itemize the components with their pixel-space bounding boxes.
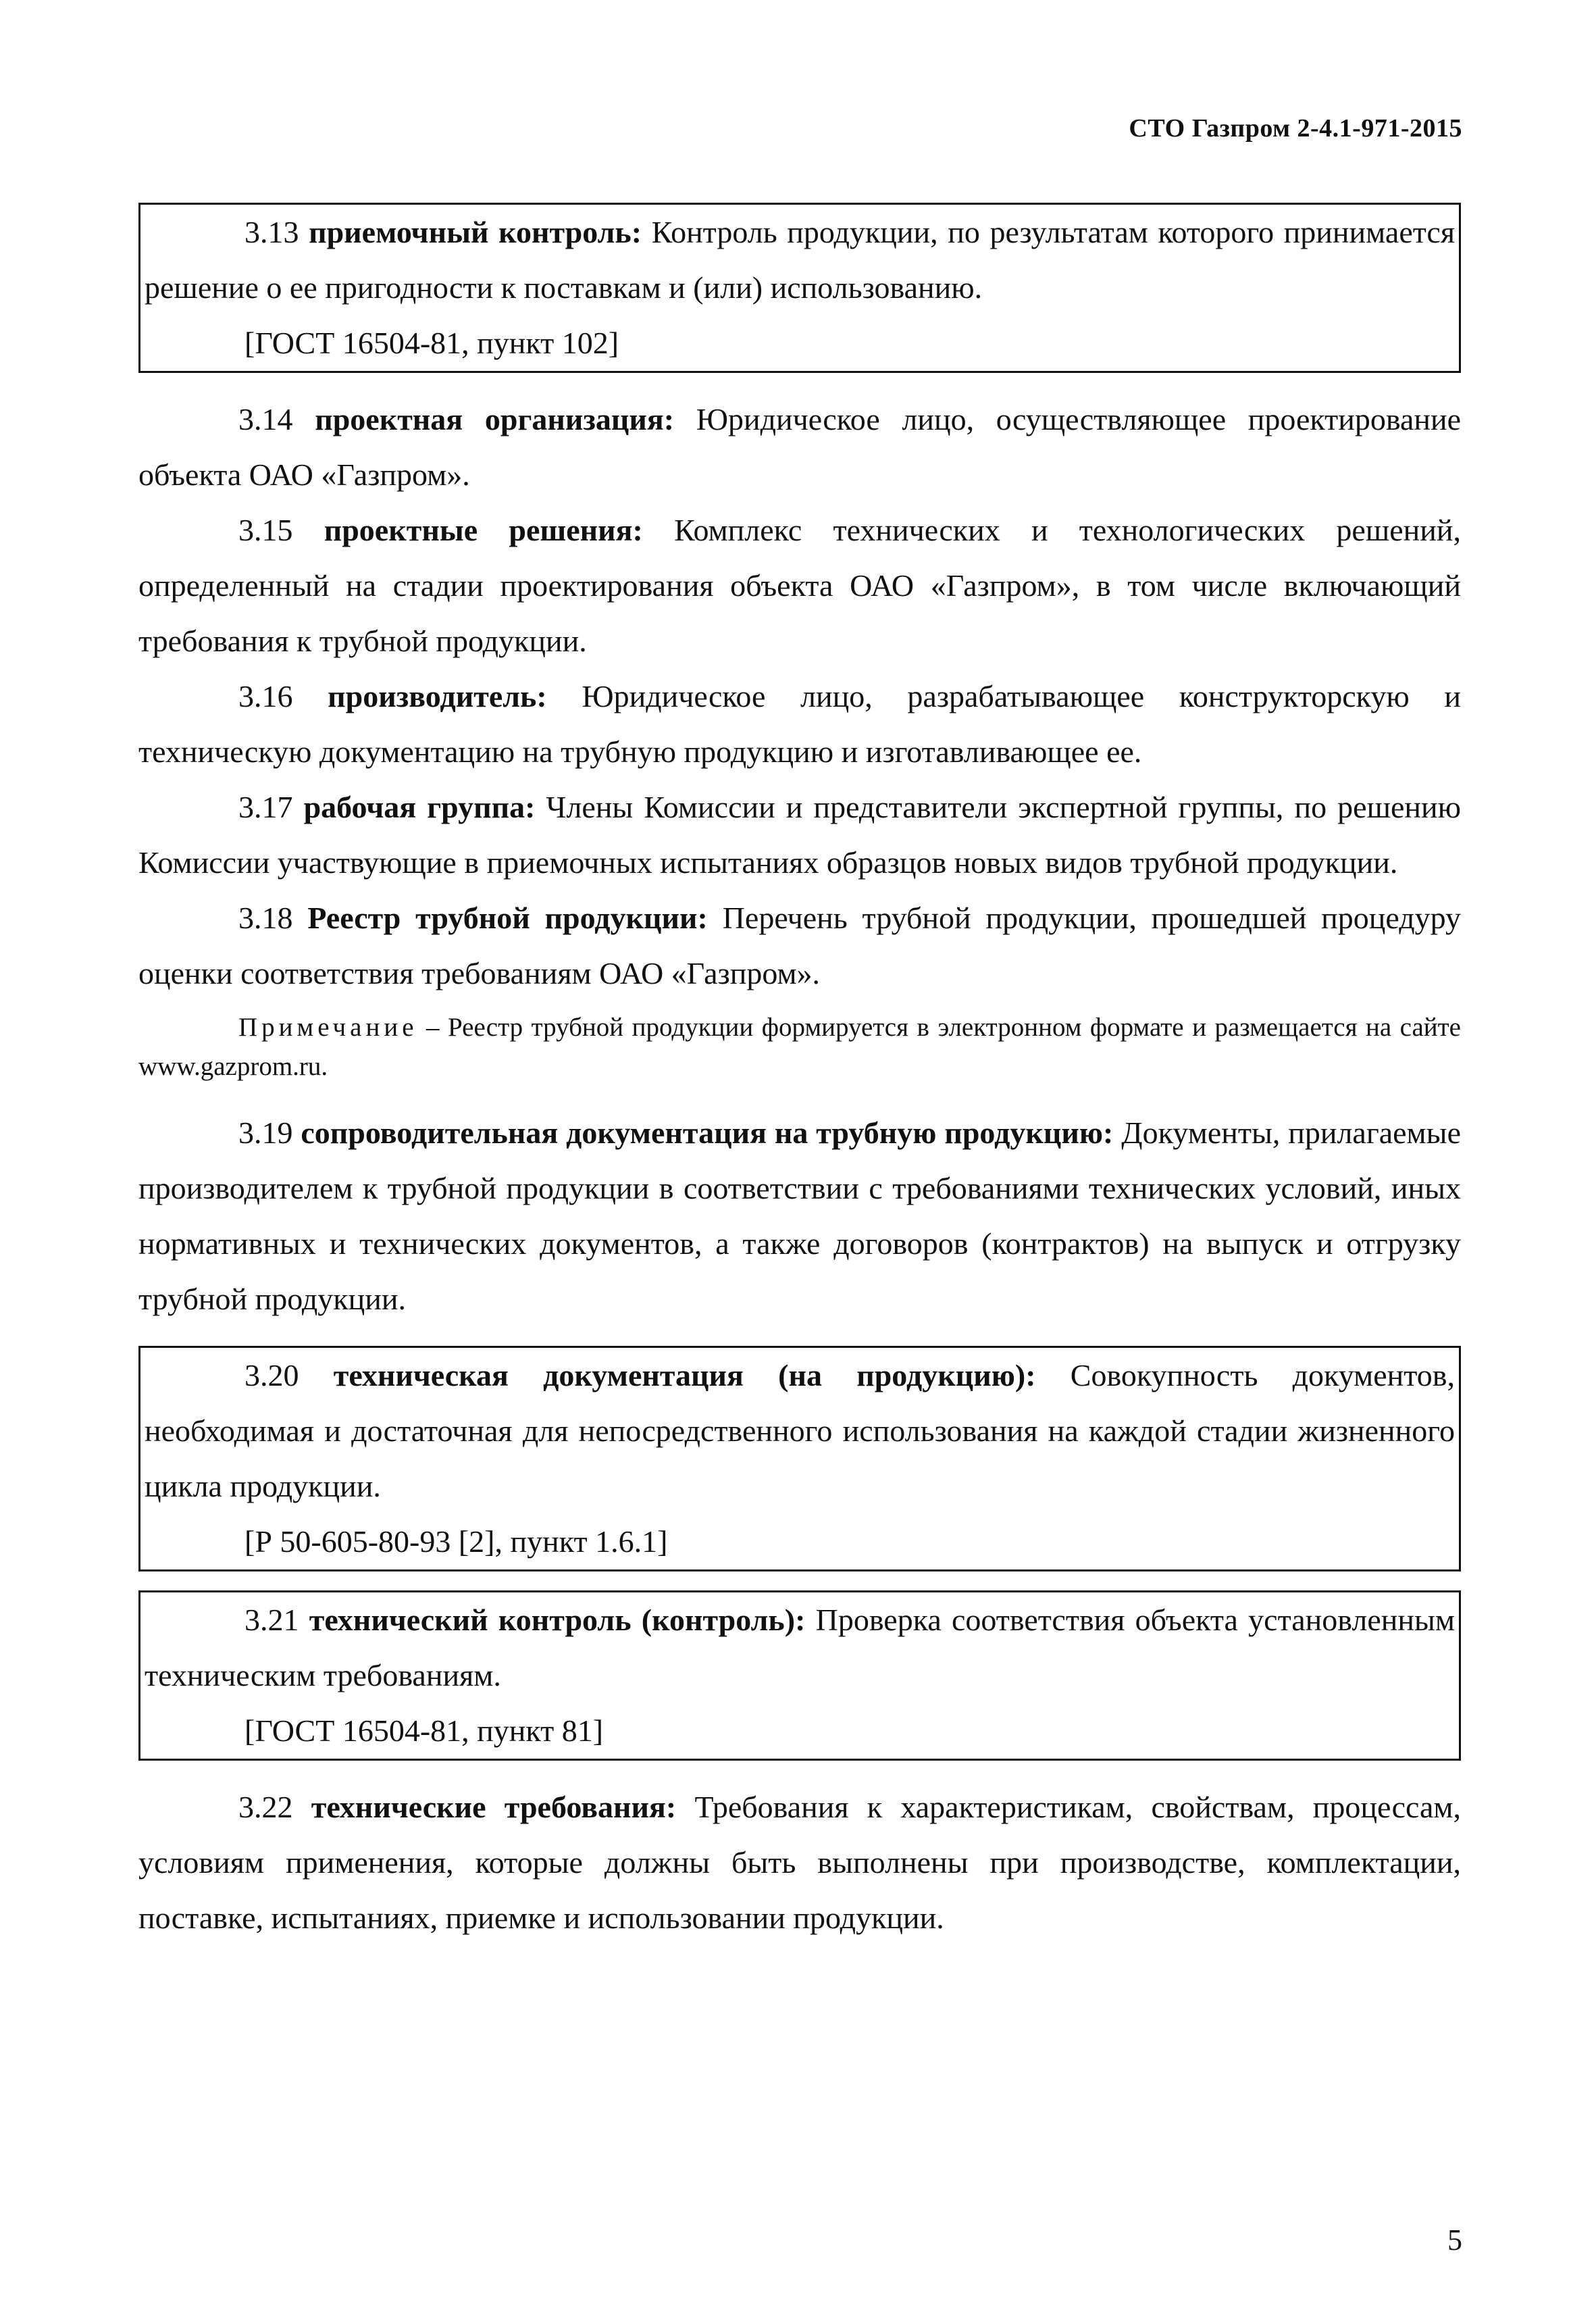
note-3-18 [138, 1008, 1461, 1086]
term-reference: [ГОСТ 16504-81, пункт 81] [244, 1713, 604, 1748]
term-title: производитель: [328, 679, 547, 713]
term-box-3-13 [138, 203, 1461, 373]
term-definition: Требования к характеристикам, свойствам, процессам, условиям применения, которые должны быть выполнены при производстве, комплектации, поставке, испытаниях, приемке и использовании продукции. [138, 1790, 1462, 1935]
term-3-21 [145, 1592, 1455, 1703]
note-label: Примечание [238, 1013, 418, 1042]
term-number: 3.21 [244, 1603, 299, 1637]
term-3-22 [138, 1780, 1461, 1946]
term-reference: [ГОСТ 16504-81, пункт 102] [244, 326, 619, 360]
term-definition: Контроль продукции, по результатам которого принимается решение о ее пригодности к поставкам и (или) использованию. [145, 215, 1455, 305]
term-number: 3.15 [238, 513, 293, 547]
term-title: техническая документация (на продукцию): [333, 1358, 1036, 1392]
term-3-15 [138, 503, 1461, 669]
term-definition: Юридическое лицо, осуществляющее проектирование объекта ОАО «Газпром». [138, 402, 1462, 492]
term-number: 3.13 [244, 215, 299, 249]
term-3-13 [145, 205, 1455, 316]
term-definition: Перечень трубной продукции, прошедшей процедуру оценки соответствия требованиям ОАО «Газпром». [138, 901, 1462, 990]
document-code: СТО Газпром 2-4.1-971-2015 [1129, 114, 1462, 143]
term-title: технический контроль (контроль): [309, 1603, 806, 1637]
term-number: 3.14 [238, 402, 293, 436]
term-3-16 [138, 669, 1461, 780]
term-title: проектные решения: [324, 513, 643, 547]
note-text: – Реестр трубной продукции формируется в электронном формате и размещается на сайте www.gazprom.ru. [138, 1013, 1461, 1081]
term-definition: Документы, прилагаемые производителем к трубной продукции в соответствии с требованиями технических условий, иных нормативных и технических документов, а также договоров (контрактов) на выпуск и отгрузку трубной продукции. [138, 1115, 1461, 1316]
term-title: рабочая группа: [303, 790, 536, 824]
term-number: 3.19 [238, 1115, 293, 1150]
term-title: проектная организация: [315, 402, 675, 436]
term-3-19 [138, 1105, 1461, 1327]
term-3-20 [145, 1348, 1455, 1514]
term-title: приемочный контроль: [309, 215, 642, 249]
term-number: 3.17 [238, 790, 293, 824]
term-box-3-20 [138, 1346, 1461, 1571]
term-number: 3.18 [238, 901, 293, 935]
term-number: 3.16 [238, 679, 293, 713]
term-definition: Комплекс технических и технологических решений, определенный на стадии проектирования объекта ОАО «Газпром», в том числе включающий требования к трубной продукции. [138, 513, 1462, 658]
term-reference: [Р 50-605-80-93 [2], пункт 1.6.1] [244, 1524, 668, 1559]
term-box-3-21 [138, 1590, 1461, 1761]
term-3-18 [138, 890, 1461, 1001]
term-definition: Проверка соответствия объекта установленным техническим требованиям. [145, 1603, 1455, 1692]
page-number: 5 [1447, 2223, 1462, 2257]
term-definition: Совокупность документов, необходимая и достаточная для непосредственного использования на каждой стадии жизненного цикла продукции. [145, 1358, 1456, 1503]
term-title: Реестр трубной продукции: [307, 901, 708, 935]
term-number: 3.22 [238, 1790, 293, 1824]
document-body [138, 203, 1461, 1946]
term-definition: Юридическое лицо, разрабатывающее конструкторскую и техническую документацию на трубную продукцию и изготавливающее ее. [138, 679, 1461, 769]
term-number: 3.20 [244, 1358, 299, 1392]
term-title: сопроводительная документация на трубную продукцию: [301, 1115, 1114, 1150]
term-3-14 [138, 392, 1461, 503]
term-3-17 [138, 780, 1461, 890]
term-title: технические требования: [311, 1790, 677, 1824]
term-definition: Члены Комиссии и представители экспертной группы, по решению Комиссии участвующие в приемочных испытаниях образцов новых видов трубной продукции. [138, 790, 1462, 880]
